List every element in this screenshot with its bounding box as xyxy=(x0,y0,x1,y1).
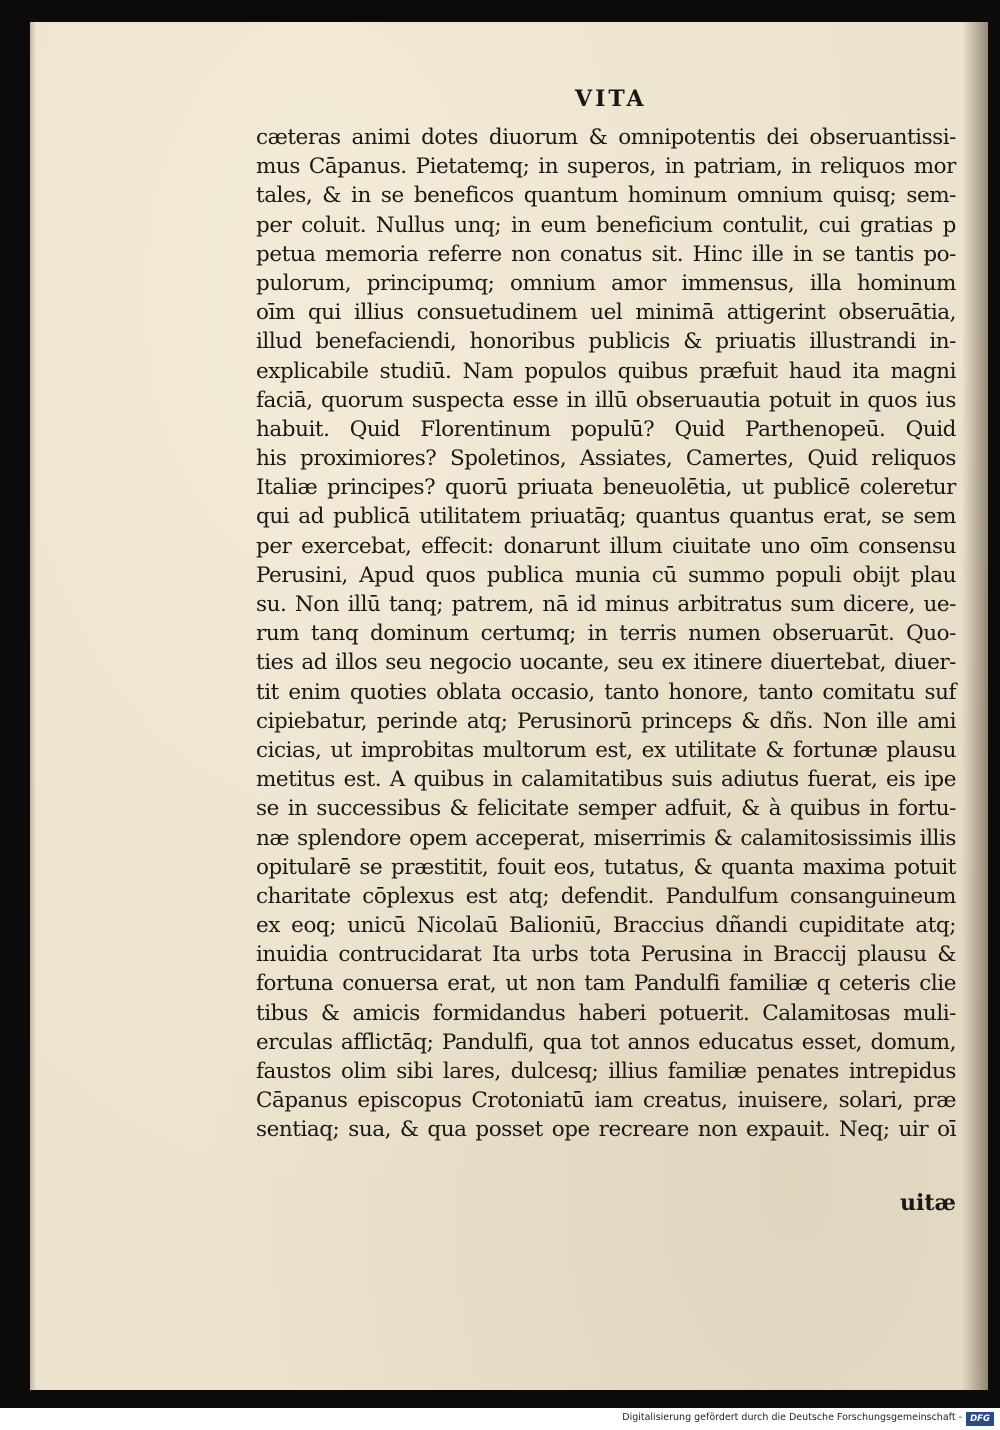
text-line: oīm qui illius consuetudinem uel minimā attigerint obseruātia, xyxy=(256,300,956,326)
text-line: pulorum, principumq; omnium amor immensus, illa hominum xyxy=(256,270,956,296)
dfg-logo: DFG xyxy=(966,1412,994,1426)
text-line: inuidia contrucidarat Ita urbs tota Perusina in Braccij plausu & xyxy=(256,942,956,968)
text-line: faciā, quorum suspecta esse in illū obseruautia potuit in quos ius xyxy=(256,387,956,413)
text-line: rum tanq dominum certumq; in terris numen obseruarūt. Quo- xyxy=(256,621,956,647)
text-line: cicias, ut improbitas multorum est, ex utilitate & fortunæ plausu xyxy=(256,737,956,763)
text-line: Cāpanus episcopus Crotoniatū iam creatus, inuisere, solari, præ xyxy=(256,1088,956,1114)
digitization-footer xyxy=(0,1408,1000,1430)
text-line: habuit. Quid Florentinum populū? Quid Parthenopeū. Quid xyxy=(256,416,956,442)
text-line: tibus & amicis formidandus haberi potuerit. Calamitosas muli- xyxy=(256,1000,956,1026)
text-line: sentiaq; sua, & qua posset ope recreare non expauit. Neq; uir oī xyxy=(256,1117,956,1143)
text-line: Italiæ principes? quorū priuata beneuolētia, ut publicē coleretur xyxy=(256,475,956,501)
page-edge-shadow xyxy=(30,22,36,1390)
text-line: cæteras animi dotes diuorum & omnipotentis dei obseruantissi- xyxy=(256,125,956,150)
text-line: su. Non illū tanq; patrem, nā id minus arbitratus sum dicere, ue- xyxy=(256,592,956,617)
text-line: ex eoq; unicū Nicolaū Balioniū, Braccius dñandi cupiditate atq; xyxy=(256,913,956,939)
funding-credit: Digitalisierung gefördert durch die Deutsche Forschungsgemeinschaft - xyxy=(622,1412,962,1423)
text-line: se in successibus & felicitate semper adfuit, & à quibus in fortu- xyxy=(256,796,956,822)
gutter-shadow xyxy=(962,22,988,1390)
text-line: tales, & in se beneficos quantum hominum omnium quisq; sem- xyxy=(256,183,956,209)
catchword: uitæ xyxy=(900,1190,956,1216)
text-line: faustos olim sibi lares, dulcesq; illius familiæ penates intrepidus xyxy=(256,1059,956,1084)
text-line: charitate cōplexus est atq; defendit. Pandulfum consanguineum xyxy=(256,883,956,909)
text-line: erculas afflictāq; Pandulfi, qua tot annos educatus esset, domum, xyxy=(256,1029,956,1055)
text-line: ties ad illos seu negocio uocante, seu ex itinere diuertebat, diuer- xyxy=(256,650,956,676)
text-line: per exercebat, effecit: donarunt illum ciuitate uno oīm consensu xyxy=(256,533,956,559)
text-line: explicabile studiū. Nam populos quibus præfuit haud ita magni xyxy=(256,358,956,384)
text-line: cipiebatur, perinde atq; Perusinorū princeps & dñs. Non ille ami xyxy=(256,708,956,734)
text-line: fortuna conuersa erat, ut non tam Pandulfi familiæ q ceteris clie xyxy=(256,971,956,997)
text-line: metitus est. A quibus in calamitatibus suis adiutus fuerat, eis ipe xyxy=(256,767,956,793)
text-line: Perusini, Apud quos publica munia cū summo populi obijt plau xyxy=(256,562,956,588)
text-line: opitularē se præstitit, fouit eos, tutatus, & quanta maxima potuit xyxy=(256,854,956,880)
text-line: qui ad publicā utilitatem priuatāq; quantus quantus erat, se sem xyxy=(256,504,956,530)
page-text-block xyxy=(256,123,956,1145)
text-line: tit enim quoties oblata occasio, tanto honore, tanto comitatu suf xyxy=(256,679,956,705)
text-line: his proximiores? Spoletinos, Assiates, Camertes, Quid reliquos xyxy=(256,446,956,472)
text-line: petua memoria referre non conatus sit. Hinc ille in se tantis po- xyxy=(256,241,956,267)
text-line: per coluit. Nullus unq; in eum beneficium contulit, cui gratias p xyxy=(256,212,956,238)
text-line: mus Cāpanus. Pietatemq; in superos, in patriam, in reliquos mor xyxy=(256,154,956,180)
running-head: VITA xyxy=(575,86,647,112)
text-line: illud benefaciendi, honoribus publicis & priuatis illustrandi in- xyxy=(256,329,956,355)
text-line: næ splendore opem acceperat, miserrimis & calamitosissimis illis xyxy=(256,825,956,851)
